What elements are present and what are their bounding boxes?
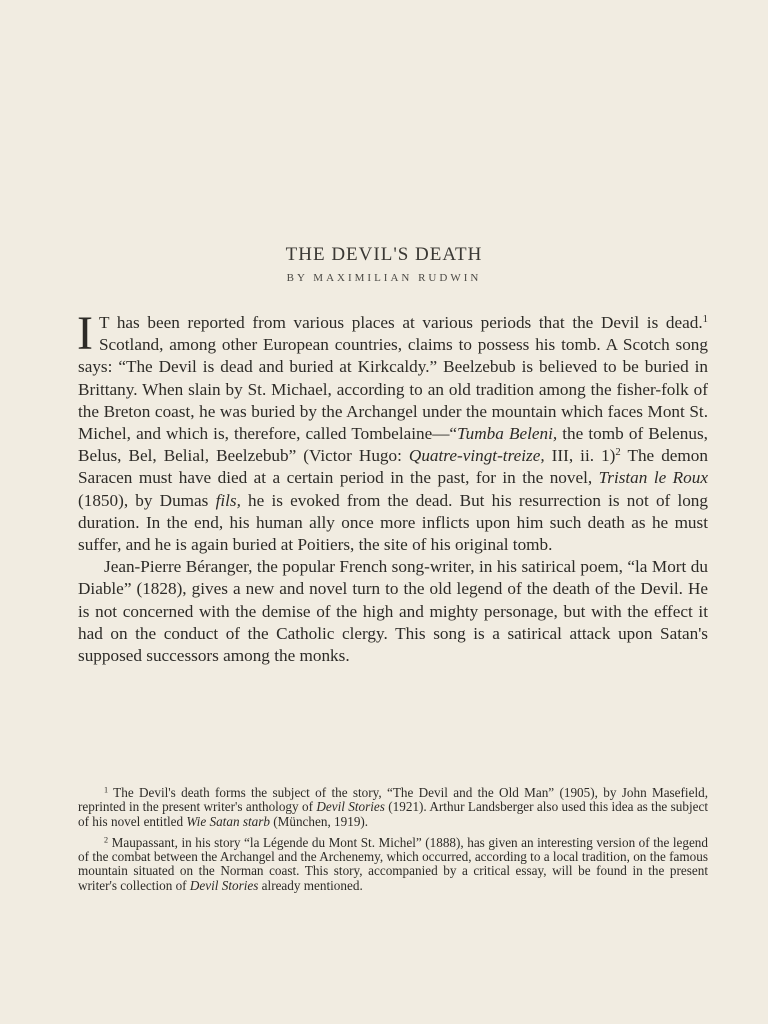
footnote-1-italic-2: Wie Satan starb (186, 813, 270, 829)
footnote-2 (78, 836, 708, 893)
footnote-1-marker: 1 (104, 785, 109, 795)
article-byline: BY MAXIMILIAN RUDWIN (286, 272, 482, 284)
footnote-2-text-2: already mentioned. (258, 877, 363, 893)
drop-cap: I (77, 307, 93, 360)
paragraph-1-text-6: (1850), by Dumas (78, 490, 216, 510)
footnote-1-text-2: (1921). Arthur Landsberger also used this idea as the subject of his novel entitled (78, 799, 708, 829)
paragraph-1-italic-4: fils, (215, 490, 241, 510)
paragraph-1-text-5: The demon Saracen must have died at a certain period in the past, for in the novel, (78, 446, 708, 488)
footnotes (78, 786, 708, 893)
footnote-1 (78, 786, 708, 829)
paragraph-1-italic-2: Quatre-vingt-treize, (408, 446, 545, 466)
footnote-ref-2: 2 (615, 447, 621, 459)
paragraph-1-text-7: he is evoked from the dead. But his resurrection is not of long duration. In the end, his human ally once more inflicts upon him such death as he must suffer, and he is again buried at Poitiers, the site of his original tomb. (78, 490, 708, 555)
paragraph-1-text-3: the tomb of Belenus, Belus, Bel, Belial, Beelzebub” (Victor Hugo: (78, 424, 708, 466)
paragraph-1-text-2: Scotland, among other European countries, claims to possess his tomb. A Scotch song says: “The Devil is dead and buried at Kirkcaldy.” Beelzebub is believed to be buried in Brittany. When slain by St. Michael, according to an old tradition among the fisher-folk of the Breton coast, he was buried by the Archangel under the mountain which faces Mont St. Michel, and which is, therefore, called Tombelaine—“ (78, 335, 708, 444)
footnote-1-italic-1: Devil Stories (316, 799, 385, 815)
paragraph-1-italic-1: Tumba Beleni, (457, 424, 558, 444)
footnote-2-marker: 2 (104, 835, 109, 845)
footnote-ref-1: 1 (702, 314, 708, 326)
paragraph-2: Jean-Pierre Béranger, the popular French song-writer, in his satirical poem, “la Mort du Diable” (1828), gives a new and novel turn to the old legend of the death of the Devil. He is not concerned with the demise of the high and mighty personage, but with the effect it had on the conduct of the Catholic clergy. This song is a satirical attack upon Satan's supposed successors among the monks. (78, 557, 708, 666)
paragraph-1-text-4: III, ii. 1) (544, 446, 616, 466)
paragraph-1 (77, 307, 708, 556)
article-body (77, 307, 708, 667)
footnote-1-text-3: (München, 1919). (269, 813, 369, 829)
footnote-1-text-1: The Devil's death forms the subject of the story, “The Devil and the Old Man” (1905), by John Masefield, reprinted in the present writer's anthology of (78, 785, 708, 815)
paragraph-1-text-1: T has been reported from various places at various periods that the Devil is dead. (98, 313, 703, 332)
article-title: THE DEVIL'S DEATH (285, 244, 483, 265)
footnote-2-text-1: Maupassant, in his story “la Légende du Mont St. Michel” (1888), has given an interesting version of the legend of the combat between the Archangel and the Archenemy, which occurred, according to a local tradition, on the famous mountain situated on the Norman coast. This story, accompanied by a critical essay, will be found in the present writer's collection of (78, 834, 708, 893)
footnote-2-italic-1: Devil Stories (189, 877, 259, 893)
paragraph-1-italic-3: Tristan le Roux (598, 468, 708, 488)
